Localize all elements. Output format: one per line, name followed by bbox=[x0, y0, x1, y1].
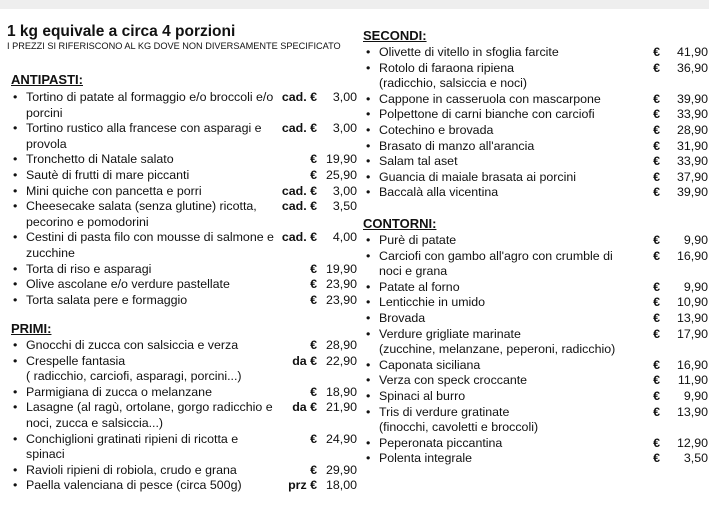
price-value: 33,90 bbox=[676, 154, 708, 169]
price-prefix: € bbox=[653, 326, 660, 341]
menu-item-name bbox=[26, 385, 275, 401]
menu-item-detail: (radicchio, salsiccia e noci) bbox=[379, 76, 528, 91]
price-value: 9,90 bbox=[683, 388, 708, 403]
menu-item-label: Gnocchi di zucca con salsiccia e verza bbox=[26, 338, 239, 352]
price-value: 39,90 bbox=[676, 185, 708, 200]
menu-item-label: Rotolo di faraona ripiena bbox=[379, 60, 515, 75]
price-prefix: € bbox=[653, 60, 660, 75]
menu-item bbox=[379, 107, 708, 123]
price-value: 17,90 bbox=[676, 326, 708, 341]
menu-item-price bbox=[626, 451, 708, 467]
menu-item-label: Sautè di frutti di mare piccanti bbox=[26, 167, 190, 182]
price-value: 16,90 bbox=[676, 248, 708, 263]
menu-item-name bbox=[379, 249, 626, 280]
menu-item-label: Cheesecake salata (senza glutine) ricotta, pecorino e pomodorini bbox=[26, 199, 257, 229]
secondi-list bbox=[379, 45, 708, 201]
menu-item-price bbox=[275, 432, 357, 463]
price-value: 13,90 bbox=[676, 404, 708, 419]
menu-item-label: Tortino rustico alla francese con asparagi e provola bbox=[26, 121, 262, 151]
price-value: 12,90 bbox=[676, 435, 708, 450]
menu-item-name bbox=[379, 311, 626, 327]
menu-item bbox=[26, 293, 357, 309]
menu-item-price bbox=[275, 385, 357, 401]
menu-item-price bbox=[626, 389, 708, 405]
menu-item-price bbox=[626, 311, 708, 327]
menu-item-price bbox=[626, 107, 708, 123]
menu-item bbox=[379, 295, 708, 311]
price-prefix: € bbox=[653, 373, 660, 388]
top-bar bbox=[0, 0, 709, 9]
menu-item-price bbox=[626, 139, 708, 155]
menu-item-name bbox=[26, 338, 275, 354]
price-prefix: € bbox=[653, 451, 660, 466]
menu-item-price bbox=[626, 92, 708, 108]
price-value: 33,90 bbox=[676, 107, 708, 122]
price-value: 4,00 bbox=[332, 230, 357, 245]
menu-item-label: Caponata siciliana bbox=[379, 357, 481, 372]
menu-item bbox=[26, 338, 357, 354]
menu-item-label: Parmigiana di zucca o melanzane bbox=[26, 384, 212, 399]
menu-item-price bbox=[626, 170, 708, 186]
menu-item-label: Peperonata piccantina bbox=[379, 435, 503, 450]
menu-item-name bbox=[379, 185, 626, 201]
price-prefix: € bbox=[310, 338, 317, 352]
price-prefix: € bbox=[310, 292, 317, 307]
menu-item-price bbox=[626, 436, 708, 452]
menu-item-name bbox=[379, 451, 626, 467]
menu-item-label: Carciofi con gambo all'agro con crumble di noci e grana bbox=[379, 248, 613, 279]
menu-item-name bbox=[26, 230, 275, 261]
price-prefix: € bbox=[653, 91, 660, 106]
price-value: 9,90 bbox=[683, 279, 708, 294]
menu-item-name bbox=[379, 405, 626, 436]
price-value: 10,90 bbox=[676, 295, 708, 310]
price-prefix: € bbox=[653, 295, 660, 310]
menu-item-price bbox=[626, 373, 708, 389]
menu-item-name bbox=[26, 478, 275, 494]
menu-item-name bbox=[26, 262, 275, 278]
price-prefix: € bbox=[310, 431, 317, 446]
price-prefix: € bbox=[653, 233, 660, 247]
price-value: 29,90 bbox=[325, 462, 357, 477]
price-value: 11,90 bbox=[677, 373, 708, 388]
menu-item bbox=[379, 92, 708, 108]
menu-item-price bbox=[275, 338, 357, 354]
menu-item-label: Brovada bbox=[379, 310, 426, 325]
menu-item bbox=[379, 170, 708, 186]
menu-item-price bbox=[626, 405, 708, 436]
price-prefix: € bbox=[653, 154, 660, 169]
menu-item-label: Tortino di patate al formaggio e/o broccoli e/o porcini bbox=[26, 90, 274, 120]
menu-item-name bbox=[379, 233, 626, 249]
menu-item bbox=[379, 185, 708, 201]
menu-item-label: Cappone in casseruola con mascarpone bbox=[379, 91, 601, 106]
menu-item-price bbox=[626, 280, 708, 296]
price-prefix: € bbox=[653, 435, 660, 450]
price-prefix: € bbox=[653, 169, 660, 184]
menu-item bbox=[379, 280, 708, 296]
menu-item-price bbox=[626, 295, 708, 311]
menu-item-price bbox=[275, 478, 357, 494]
price-prefix: € bbox=[653, 248, 660, 263]
price-prefix: € bbox=[653, 107, 660, 122]
price-value: 3,00 bbox=[332, 121, 357, 136]
menu-item-label: Paella valenciana di pesce (circa 500g) bbox=[26, 478, 242, 493]
price-value: 39,90 bbox=[676, 91, 708, 106]
menu-item-price bbox=[275, 121, 357, 152]
price-value: 31,90 bbox=[676, 138, 708, 153]
price-value: 3,00 bbox=[332, 90, 357, 104]
menu-item-name bbox=[379, 45, 626, 61]
menu-item-name bbox=[379, 436, 626, 452]
price-value: 3,00 bbox=[332, 183, 357, 198]
price-prefix: prz € bbox=[288, 478, 317, 493]
menu-item bbox=[379, 405, 708, 436]
menu-item bbox=[379, 451, 708, 467]
price-value: 3,50 bbox=[683, 451, 708, 466]
menu-item-name bbox=[379, 139, 626, 155]
menu-item bbox=[26, 463, 357, 479]
price-note: I PREZZI SI RIFERISCONO AL KG DOVE NON DIVERSAMENTE SPECIFICATO bbox=[7, 41, 341, 51]
menu-item-name bbox=[26, 152, 275, 168]
menu-item-label: Baccalà alla vicentina bbox=[379, 185, 499, 200]
menu-item-label: Verdure grigliate marinate bbox=[379, 326, 521, 341]
menu-item-name bbox=[379, 327, 626, 358]
price-value: 24,90 bbox=[325, 431, 357, 446]
price-value: 18,90 bbox=[325, 384, 357, 399]
price-prefix: € bbox=[653, 279, 660, 294]
price-prefix: cad. € bbox=[281, 90, 317, 104]
menu-item-name bbox=[379, 170, 626, 186]
menu-item-name bbox=[379, 389, 626, 405]
menu-item bbox=[379, 45, 708, 61]
menu-item bbox=[379, 358, 708, 374]
price-value: 18,00 bbox=[325, 478, 357, 493]
menu-item bbox=[379, 436, 708, 452]
menu-item-price bbox=[626, 154, 708, 170]
menu-item-price bbox=[275, 90, 357, 121]
menu-item-price bbox=[626, 61, 708, 92]
menu-item bbox=[379, 373, 708, 389]
menu-item-name bbox=[26, 277, 275, 293]
menu-item-price bbox=[275, 152, 357, 168]
menu-item-name bbox=[26, 400, 275, 431]
antipasti-list bbox=[26, 90, 357, 308]
menu-item bbox=[26, 184, 357, 200]
menu-item-label: Verza con speck croccante bbox=[379, 373, 528, 388]
menu-item-detail: (finocchi, cavoletti e broccoli) bbox=[379, 420, 539, 435]
menu-item-price bbox=[626, 233, 708, 249]
price-prefix: € bbox=[653, 185, 660, 200]
menu-item-label: Brasato di manzo all'arancia bbox=[379, 138, 535, 153]
price-prefix: € bbox=[310, 277, 317, 292]
menu-item-name bbox=[379, 92, 626, 108]
menu-item-name bbox=[26, 168, 275, 184]
menu-item-label: Cestini di pasta filo con mousse di salmone e zucchine bbox=[26, 230, 274, 260]
price-prefix: € bbox=[653, 138, 660, 153]
menu-item bbox=[26, 354, 357, 385]
menu-item bbox=[26, 121, 357, 152]
menu-item bbox=[379, 249, 708, 280]
price-value: 25,90 bbox=[325, 167, 357, 182]
menu-item-label: Crespelle fantasia bbox=[26, 353, 126, 368]
price-prefix: € bbox=[310, 261, 317, 276]
price-value: 28,90 bbox=[676, 122, 708, 137]
menu-item-price bbox=[626, 123, 708, 139]
price-value: 13,90 bbox=[676, 310, 708, 325]
menu-item-label: Cotechino e brovada bbox=[379, 122, 494, 137]
price-prefix: € bbox=[310, 384, 317, 399]
menu-item bbox=[26, 400, 357, 431]
menu-item-label: Olive ascolane e/o verdure pastellate bbox=[26, 277, 230, 292]
menu-item-price bbox=[626, 327, 708, 358]
price-value: 37,90 bbox=[676, 169, 708, 184]
menu-item-name bbox=[379, 295, 626, 311]
price-prefix: € bbox=[653, 310, 660, 325]
price-prefix: cad. € bbox=[281, 121, 317, 136]
menu-item-label: Salam tal aset bbox=[379, 154, 458, 169]
price-value: 28,90 bbox=[325, 338, 357, 352]
menu-item-price bbox=[275, 293, 357, 309]
menu-item-price bbox=[275, 184, 357, 200]
price-value: 41,90 bbox=[676, 45, 708, 59]
price-prefix: € bbox=[310, 152, 317, 167]
menu-item-name bbox=[26, 121, 275, 152]
menu-item-price bbox=[626, 45, 708, 61]
menu-item bbox=[379, 61, 708, 92]
price-value: 3,50 bbox=[332, 199, 357, 214]
menu-item-name bbox=[379, 154, 626, 170]
menu-item-price bbox=[275, 168, 357, 184]
price-value: 23,90 bbox=[325, 292, 357, 307]
menu-item-price bbox=[626, 185, 708, 201]
menu-item-name bbox=[379, 280, 626, 296]
price-prefix: da € bbox=[292, 353, 317, 368]
menu-item bbox=[26, 152, 357, 168]
menu-item bbox=[26, 385, 357, 401]
menu-item-label: Mini quiche con pancetta e porri bbox=[26, 183, 202, 198]
menu-item-label: Torta salata pere e formaggio bbox=[26, 292, 188, 307]
menu-item-label: Conchiglioni gratinati ripieni di ricotta e spinaci bbox=[26, 431, 239, 462]
price-prefix: € bbox=[653, 357, 660, 372]
menu-item-detail: (zucchine, melanzane, peperoni, radicchio) bbox=[379, 342, 616, 357]
price-value: 19,90 bbox=[325, 152, 357, 167]
menu-item-label: Tronchetto di Natale salato bbox=[26, 152, 174, 167]
price-prefix: cad. € bbox=[281, 183, 317, 198]
page-title: 1 kg equivale a circa 4 porzioni bbox=[7, 23, 236, 40]
menu-item bbox=[379, 154, 708, 170]
menu-item-price bbox=[275, 262, 357, 278]
menu-item bbox=[26, 230, 357, 261]
menu-item-label: Ravioli ripieni di robiola, crudo e grana bbox=[26, 462, 237, 477]
section-heading-antipasti: ANTIPASTI: bbox=[11, 72, 83, 87]
menu-item-price bbox=[275, 199, 357, 230]
menu-item-label: Tris di verdure gratinate bbox=[379, 404, 510, 419]
price-value: 23,90 bbox=[325, 277, 357, 292]
menu-item bbox=[379, 123, 708, 139]
menu-item bbox=[26, 277, 357, 293]
price-value: 16,90 bbox=[676, 357, 708, 372]
menu-item-name bbox=[26, 432, 275, 463]
price-value: 19,90 bbox=[325, 261, 357, 276]
menu-item-price bbox=[275, 400, 357, 431]
price-prefix: € bbox=[653, 45, 660, 59]
section-heading-contorni: CONTORNI: bbox=[363, 216, 437, 231]
price-value: 36,90 bbox=[676, 60, 708, 75]
menu-item-label: Lasagne (al ragù, ortolane, gorgo radicchio e noci, zucca e salsiccia...) bbox=[26, 400, 273, 430]
price-value: 9,90 bbox=[683, 233, 708, 247]
menu-item-label: Olivette di vitello in sfoglia farcite bbox=[379, 45, 559, 59]
menu-item-name bbox=[379, 107, 626, 123]
menu-item bbox=[26, 90, 357, 121]
menu-item bbox=[379, 233, 708, 249]
price-value: 22,90 bbox=[325, 353, 357, 368]
price-prefix: da € bbox=[292, 400, 317, 415]
menu-item-label: Patate al forno bbox=[379, 279, 460, 294]
menu-item-name bbox=[379, 61, 626, 92]
price-prefix: cad. € bbox=[281, 199, 317, 214]
menu-item-label: Lenticchie in umido bbox=[379, 295, 486, 310]
price-prefix: € bbox=[653, 404, 660, 419]
menu-item-name bbox=[379, 373, 626, 389]
menu-item-label: Polpettone di carni bianche con carciofi bbox=[379, 107, 595, 122]
menu-item-name bbox=[26, 463, 275, 479]
menu-item-price bbox=[275, 463, 357, 479]
menu-item bbox=[379, 311, 708, 327]
menu-item bbox=[379, 139, 708, 155]
menu-item bbox=[26, 432, 357, 463]
primi-list bbox=[26, 338, 357, 494]
menu-item-name bbox=[26, 90, 275, 121]
price-value: 21,90 bbox=[325, 400, 357, 415]
menu-item bbox=[26, 262, 357, 278]
menu-item-label: Purè di patate bbox=[379, 233, 457, 247]
menu-item-name bbox=[26, 184, 275, 200]
menu-item-price bbox=[626, 249, 708, 280]
menu-item-label: Guancia di maiale brasata ai porcini bbox=[379, 169, 576, 184]
price-prefix: cad. € bbox=[281, 230, 317, 245]
menu-item-name bbox=[379, 123, 626, 139]
menu-item-name bbox=[379, 358, 626, 374]
price-prefix: € bbox=[310, 462, 317, 477]
menu-item-name bbox=[26, 293, 275, 309]
menu-item-name bbox=[26, 354, 275, 385]
contorni-list bbox=[379, 233, 708, 467]
menu-item-price bbox=[275, 354, 357, 385]
menu-item bbox=[26, 478, 357, 494]
menu-item-price bbox=[275, 230, 357, 261]
section-heading-secondi: SECONDI: bbox=[363, 28, 427, 43]
menu-item bbox=[26, 199, 357, 230]
menu-item-price bbox=[275, 277, 357, 293]
price-prefix: € bbox=[310, 167, 317, 182]
price-prefix: € bbox=[653, 122, 660, 137]
menu-item bbox=[26, 168, 357, 184]
menu-item-name bbox=[26, 199, 275, 230]
menu-item-detail: ( radicchio, carciofi, asparagi, porcini...) bbox=[26, 369, 242, 384]
menu-item-label: Torta di riso e asparagi bbox=[26, 261, 152, 276]
menu-item bbox=[379, 389, 708, 405]
section-heading-primi: PRIMI: bbox=[11, 321, 52, 336]
menu-item bbox=[379, 327, 708, 358]
menu-item-price bbox=[626, 358, 708, 374]
menu-item-label: Spinaci al burro bbox=[379, 388, 466, 403]
price-prefix: € bbox=[653, 388, 660, 403]
menu-item-label: Polenta integrale bbox=[379, 451, 472, 466]
